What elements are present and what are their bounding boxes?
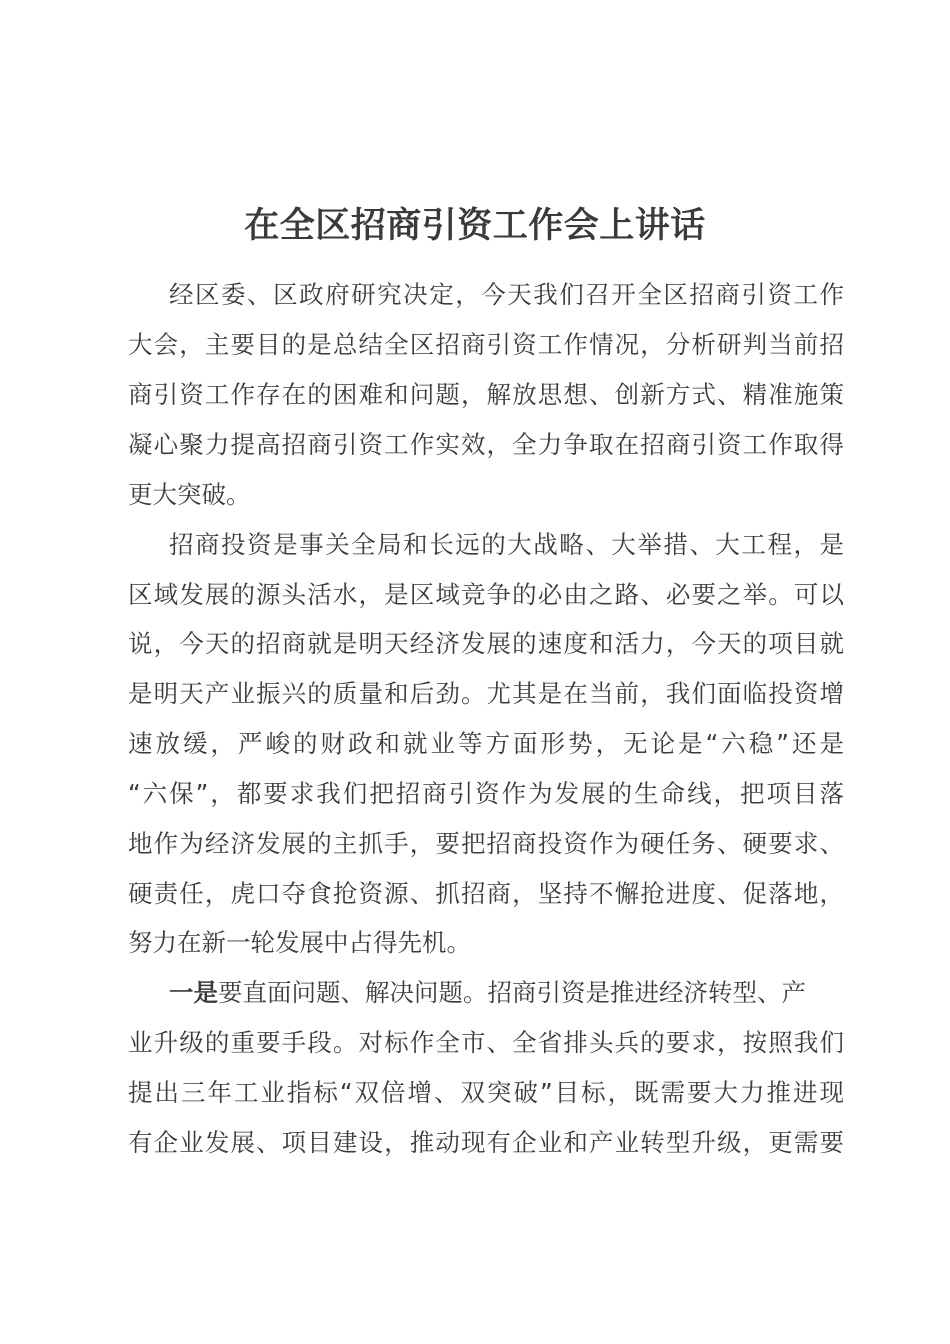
paragraph-1-line-5: 更大突破。 <box>128 480 251 509</box>
paragraph-2-line-7: 地作为经济发展的主抓手，要把招商投资作为硬任务、硬要求、 <box>128 829 844 858</box>
paragraph-2-line-4: 是明天产业振兴的质量和后劲。尤其是在当前，我们面临投资增 <box>128 679 844 708</box>
paragraph-3-line-3: 提出三年工业指标“双倍增、双突破”目标，既需要大力推进现 <box>128 1078 844 1107</box>
paragraph-1-line-2: 大会，主要目的是总结全区招商引资工作情况，分析研判当前招 <box>128 330 844 359</box>
paragraph-3-line-1-text: 要直面问题、解决问题。招商引资是推进经济转型、产 <box>218 978 806 1007</box>
paragraph-3-line-4: 有企业发展、项目建设，推动现有企业和产业转型升级，更需要 <box>128 1128 844 1157</box>
paragraph-2-line-1: 招商投资是事关全局和长远的大战略、大举措、大工程，是 <box>169 530 844 559</box>
document-title: 在全区招商引资工作会上讲话 <box>244 206 706 246</box>
paragraph-3-line-2: 业升级的重要手段。对标作全市、全省排头兵的要求，按照我们 <box>128 1028 844 1057</box>
paragraph-2-line-5: 速放缓，严峻的财政和就业等方面形势，无论是“六稳”还是 <box>128 729 844 758</box>
paragraph-2-line-9: 努力在新一轮发展中占得先机。 <box>128 928 471 957</box>
paragraph-2-line-6: “六保”，都要求我们把招商引资作为发展的生命线，把项目落 <box>128 779 844 808</box>
paragraph-2-line-8: 硬责任，虎口夺食抢资源、抓招商，坚持不懈抢进度、促落地， <box>128 879 844 908</box>
bold-lead: 一是 <box>169 978 218 1007</box>
paragraph-2-line-2: 区域发展的源头活水，是区域竞争的必由之路、必要之举。可以 <box>128 580 844 609</box>
paragraph-2-line-3: 说，今天的招商就是明天经济发展的速度和活力，今天的项目就 <box>128 629 844 658</box>
paragraph-1-line-4: 凝心聚力提高招商引资工作实效，全力争取在招商引资工作取得 <box>128 430 844 459</box>
paragraph-1-line-3: 商引资工作存在的困难和问题，解放思想、创新方式、精准施策 <box>128 380 844 409</box>
paragraph-1-line-1: 经区委、区政府研究决定，今天我们召开全区招商引资工作 <box>169 280 844 309</box>
paragraph-3-line-1 <box>169 973 844 1013</box>
